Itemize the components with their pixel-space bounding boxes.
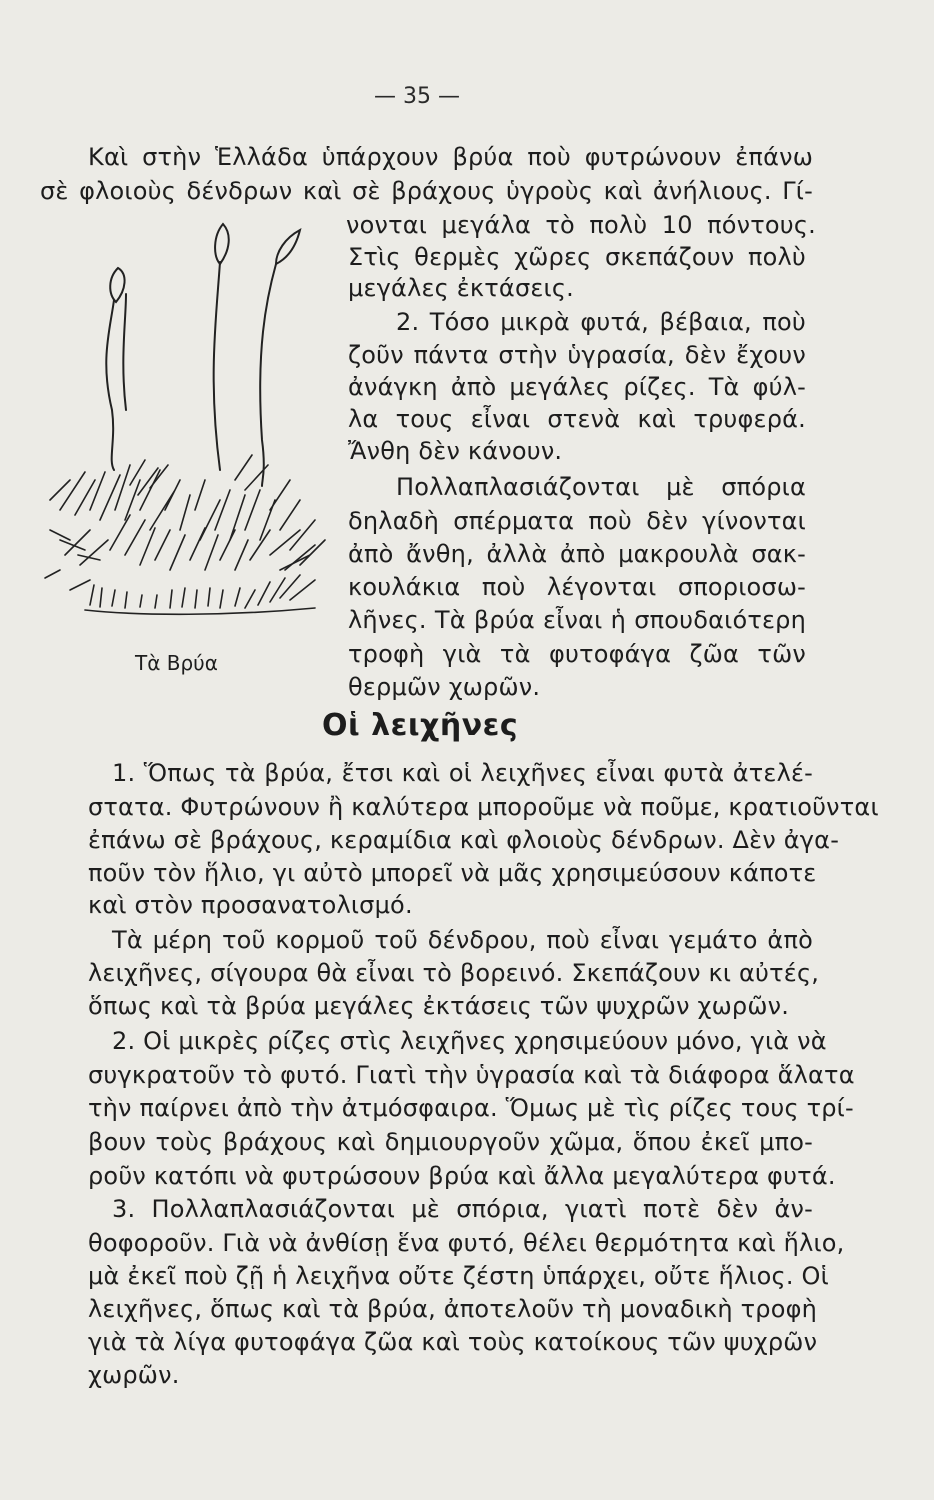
moss-illustration: [30, 210, 340, 644]
body-line: 2. Οἱ μικρὲς ρίζες στὶς λειχῆνες χρησιμεύουν μόνο, γιὰ νὰ: [112, 1027, 827, 1055]
body-line: ποῦν τὸν ἥλιο, γι αὐτὸ μπορεῖ νὰ μᾶς χρησιμεύσουν κάποτε: [88, 859, 817, 887]
body-line: τὴν παίρνει ἀπὸ τὴν ἀτμόσφαιρα. Ὅμως μὲ τὶς ρίζες τους τρί-: [88, 1094, 854, 1122]
side-line: λῆνες. Τὰ βρύα εἶναι ἡ σπουδαιότερη: [348, 606, 806, 634]
body-line: χωρῶν.: [88, 1361, 180, 1389]
section-heading: Οἱ λειχῆνες: [322, 708, 519, 743]
body-line: συγκρατοῦν τὸ φυτό. Γιατὶ τὴν ὑγρασία καὶ τὰ διάφορα ἅλατα: [88, 1061, 855, 1089]
side-line: ζοῦν πάντα στὴν ὑγρασία, δὲν ἔχουν: [348, 341, 806, 369]
page-number: — 35 —: [374, 84, 460, 109]
side-line: κουλάκια ποὺ λέγονται σποριοσω-: [348, 573, 806, 601]
side-line: ἀνάγκη ἀπὸ μεγάλες ρίζες. Τὰ φύλ-: [348, 373, 806, 401]
side-line: Στὶς θερμὲς χῶρες σκεπάζουν πολὺ: [348, 243, 806, 271]
body-line: βουν τοὺς βράχους καὶ δημιουργοῦν χῶμα, ὅπου ἐκεῖ μπο-: [88, 1128, 813, 1156]
body-line: ὅπως καὶ τὰ βρύα μεγάλες ἐκτάσεις τῶν ψυχρῶν χωρῶν.: [88, 992, 790, 1020]
body-line: λειχῆνες, ὅπως καὶ τὰ βρύα, ἀποτελοῦν τὴ μοναδικὴ τροφὴ: [88, 1295, 818, 1323]
side-line: ἀπὸ ἄνθη, ἀλλὰ ἀπὸ μακρουλὰ σακ-: [348, 540, 806, 568]
side-line: δηλαδὴ σπέρματα ποὺ δὲν γίνονται: [348, 507, 806, 535]
intro-line: σὲ φλοιοὺς δένδρων καὶ σὲ βράχους ὑγροὺς καὶ ἀνήλιους. Γί-: [40, 177, 813, 205]
body-line: 3. Πολλαπλασιάζονται μὲ σπόρια, γιατὶ ποτὲ δὲν ἀν-: [112, 1195, 813, 1223]
side-line: λα τους εἶναι στενὰ καὶ τρυφερά.: [348, 405, 806, 433]
body-line: ἐπάνω σὲ βράχους, κεραμίδια καὶ φλοιοὺς δένδρων. Δὲν ἀγα-: [88, 826, 840, 854]
intro-line: Καὶ στὴν Ἑλλάδα ὑπάρχουν βρύα ποὺ φυτρώνουν ἐπάνω: [88, 143, 813, 171]
body-line: 1. Ὅπως τὰ βρύα, ἔτσι καὶ οἱ λειχῆνες εἶναι φυτὰ ἀτελέ-: [112, 759, 813, 787]
body-line: ροῦν κατόπι νὰ φυτρώσουν βρύα καὶ ἄλλα μεγαλύτερα φυτά.: [88, 1162, 836, 1190]
body-line: Τὰ μέρη τοῦ κορμοῦ τοῦ δένδρου, ποὺ εἶναι γεμάτο ἀπὸ: [112, 926, 813, 954]
side-line: νονται μεγάλα τὸ πολὺ 10 πόντους.: [346, 211, 816, 239]
body-line: μὰ ἐκεῖ ποὺ ζῇ ἡ λειχῆνα οὔτε ζέστη ὑπάρχει, οὔτε ἥλιος. Οἱ: [88, 1262, 829, 1290]
side-line: τροφὴ γιὰ τὰ φυτοφάγα ζῶα τῶν: [348, 640, 806, 668]
body-line: στατα. Φυτρώνουν ἢ καλύτερα μποροῦμε νὰ ποῦμε, κρατιοῦνται: [88, 793, 879, 821]
side-line: θερμῶν χωρῶν.: [348, 673, 541, 701]
side-line: 2. Τόσο μικρὰ φυτά, βέβαια, ποὺ: [396, 308, 806, 336]
body-line: γιὰ τὰ λίγα φυτοφάγα ζῶα καὶ τοὺς κατοίκους τῶν ψυχρῶν: [88, 1328, 818, 1356]
body-line: θοφοροῦν. Γιὰ νὰ ἀνθίσῃ ἕνα φυτό, θέλει θερμότητα καὶ ἥλιο,: [88, 1229, 845, 1257]
body-line: λειχῆνες, σίγουρα θὰ εἶναι τὸ βορεινό. Σκεπάζουν κι αὐτές,: [88, 959, 820, 987]
side-line: Πολλαπλασιάζονται μὲ σπόρια: [396, 473, 806, 501]
body-line: καὶ στὸν προσανατολισμό.: [88, 891, 413, 919]
figure-caption: Τὰ Βρύα: [135, 651, 218, 675]
side-line: Ἄνθη δὲν κάνουν.: [348, 437, 563, 465]
side-line: μεγάλες ἐκτάσεις.: [348, 274, 574, 302]
